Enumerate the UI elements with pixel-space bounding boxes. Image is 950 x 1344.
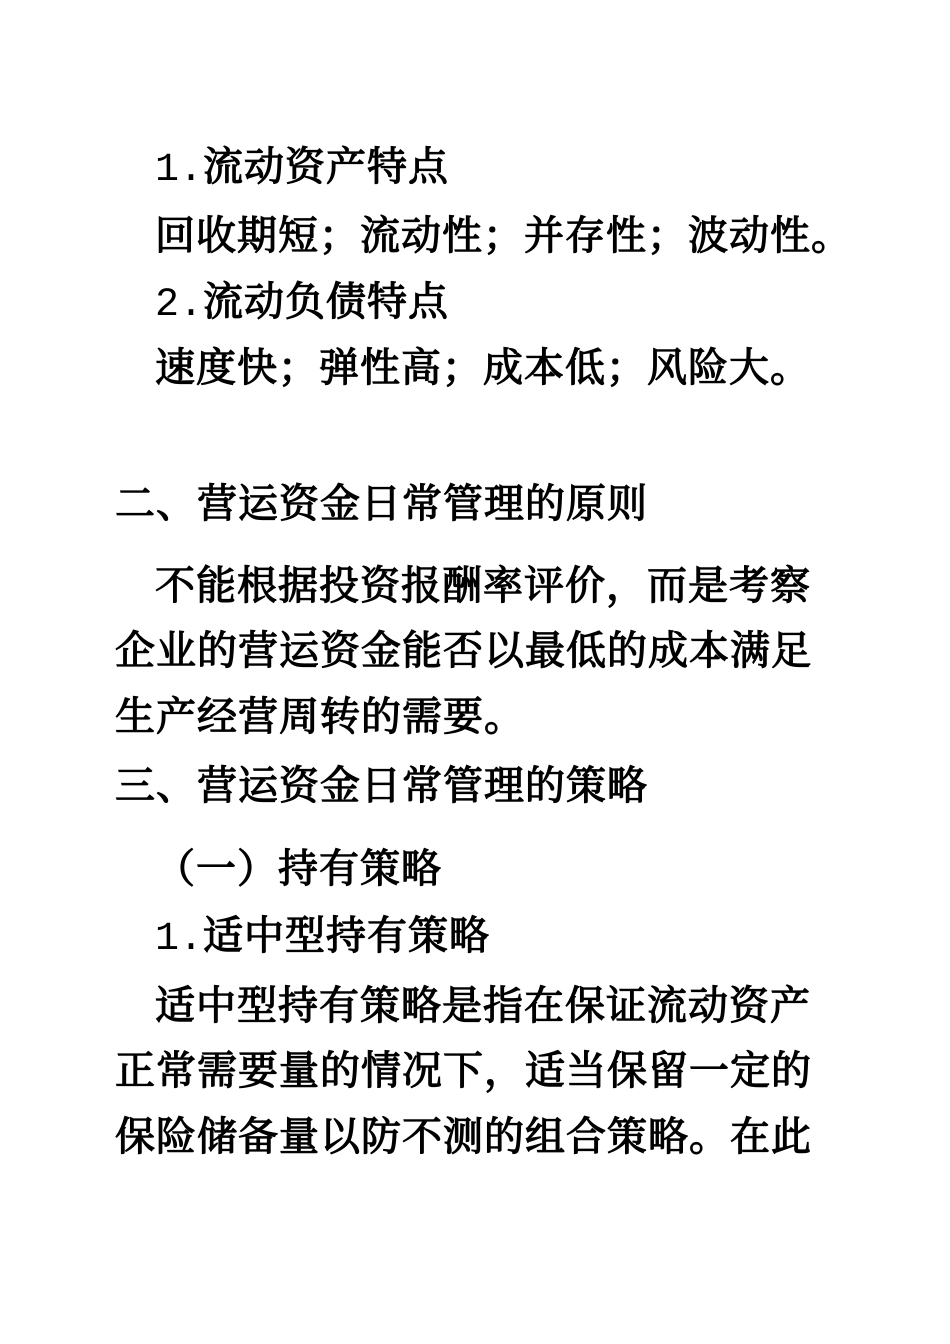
moderate-strategy-paragraph-line: 保险储备量以防不测的组合策略。在此 <box>115 1114 812 1160</box>
moderate-strategy-paragraph-line: 适中型持有策略是指在保证流动资产 <box>155 983 811 1029</box>
principles-paragraph-line: 不能根据投资报酬率评价，而是考察 <box>155 563 811 609</box>
principles-paragraph-line: 企业的营运资金能否以最低的成本满足 <box>115 628 812 674</box>
section-heading-strategies: 三、营运资金日常管理的策略 <box>115 763 648 809</box>
moderate-strategy-paragraph-line: 正常需要量的情况下，适当保留一定的 <box>115 1048 812 1094</box>
current-liabilities-heading <box>155 278 449 330</box>
current-liabilities-characteristics: 速度快；弹性高；成本低；风险大。 <box>155 345 811 391</box>
heading-number: 1. <box>155 148 204 193</box>
principles-paragraph-line: 生产经营周转的需要。 <box>115 694 525 740</box>
heading-number: 2. <box>155 283 204 328</box>
heading-number: 1. <box>155 917 204 962</box>
heading-text: 流动负债特点 <box>203 279 450 325</box>
current-assets-heading <box>155 143 449 195</box>
subheading-holding-strategy: （一）持有策略 <box>155 846 442 892</box>
heading-text: 适中型持有策略 <box>203 913 491 959</box>
heading-text: 流动资产特点 <box>203 144 450 190</box>
moderate-strategy-heading <box>155 912 490 964</box>
current-assets-characteristics: 回收期短；流动性；并存性；波动性。 <box>155 213 852 259</box>
section-heading-principles: 二、营运资金日常管理的原则 <box>115 481 648 527</box>
